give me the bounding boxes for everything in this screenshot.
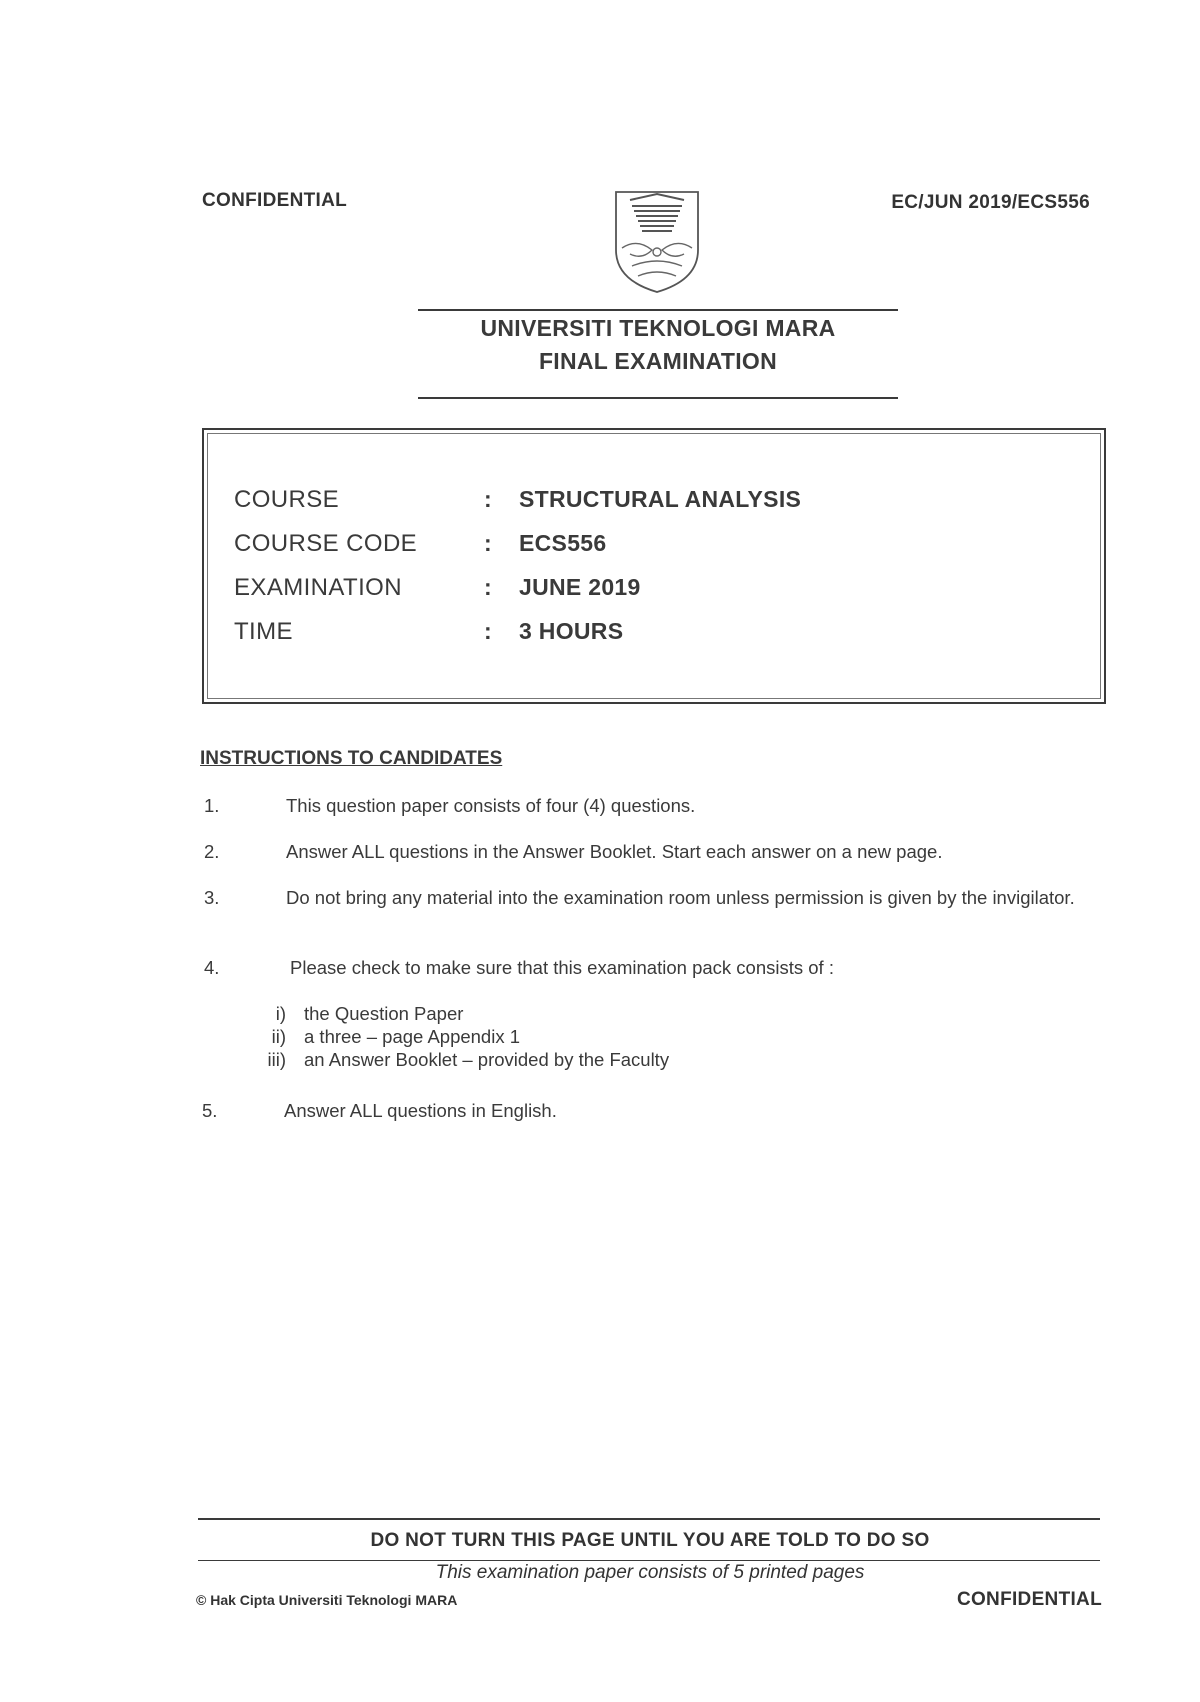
course-label: COURSE xyxy=(234,486,340,513)
examination-value: JUNE 2019 xyxy=(519,574,641,600)
course-code-label: COURSE CODE xyxy=(234,530,418,557)
checklist-number: i) xyxy=(275,1003,286,1024)
examination-label: EXAMINATION xyxy=(234,574,402,601)
instruction-text: Do not bring any material into the examination room unless permission is given by the invigilator. xyxy=(286,887,1075,908)
checklist-number: iii) xyxy=(267,1049,286,1070)
header-exam-code: EC/JUN 2019/ECS556 xyxy=(891,192,1090,213)
course-info-box xyxy=(202,428,1106,704)
instruction-text: This question paper consists of four (4) questions. xyxy=(286,795,696,816)
course-separator: : xyxy=(484,486,492,512)
course-value: STRUCTURAL ANALYSIS xyxy=(519,486,802,512)
university-name: UNIVERSITI TEKNOLOGI MARA xyxy=(480,315,836,341)
course-code-separator: : xyxy=(484,530,492,556)
checklist-text: a three – page Appendix 1 xyxy=(304,1026,521,1047)
time-value: 3 HOURS xyxy=(519,618,624,644)
instruction-number: 5. xyxy=(202,1100,218,1121)
header-confidential: CONFIDENTIAL xyxy=(202,190,348,211)
checklist-text: the Question Paper xyxy=(304,1003,464,1024)
do-not-turn-notice: DO NOT TURN THIS PAGE UNTIL YOU ARE TOLD TO DO SO xyxy=(370,1530,930,1551)
instruction-text: Answer ALL questions in the Answer Booklet. Start each answer on a new page. xyxy=(286,841,943,862)
footer-bottom-rule xyxy=(198,1560,1100,1561)
exam-title: FINAL EXAMINATION xyxy=(538,348,778,374)
page-count-note: This examination paper consists of 5 printed pages xyxy=(435,1562,865,1583)
title-bottom-rule xyxy=(418,397,898,399)
instruction-text: Answer ALL questions in English. xyxy=(284,1100,557,1121)
checklist-text: an Answer Booklet – provided by the Faculty xyxy=(304,1049,670,1070)
copyright-notice: © Hak Cipta Universiti Teknologi MARA xyxy=(196,1592,458,1608)
footer-confidential: CONFIDENTIAL xyxy=(956,1589,1102,1610)
title-top-rule xyxy=(418,309,898,311)
time-separator: : xyxy=(484,618,492,644)
title-block xyxy=(418,312,898,378)
instruction-number: 4. xyxy=(204,957,220,978)
instruction-number: 1. xyxy=(204,795,220,816)
time-label: TIME xyxy=(234,618,293,645)
instruction-number: 2. xyxy=(204,841,220,862)
instruction-number: 3. xyxy=(204,887,220,908)
examination-separator: : xyxy=(484,574,492,600)
footer-top-rule xyxy=(198,1518,1100,1520)
course-code-value: ECS556 xyxy=(519,530,607,556)
university-crest-icon xyxy=(612,188,702,296)
instruction-text: Please check to make sure that this examination pack consists of : xyxy=(290,957,834,978)
instructions-title: INSTRUCTIONS TO CANDIDATES xyxy=(200,748,503,769)
checklist-number: ii) xyxy=(271,1026,286,1047)
